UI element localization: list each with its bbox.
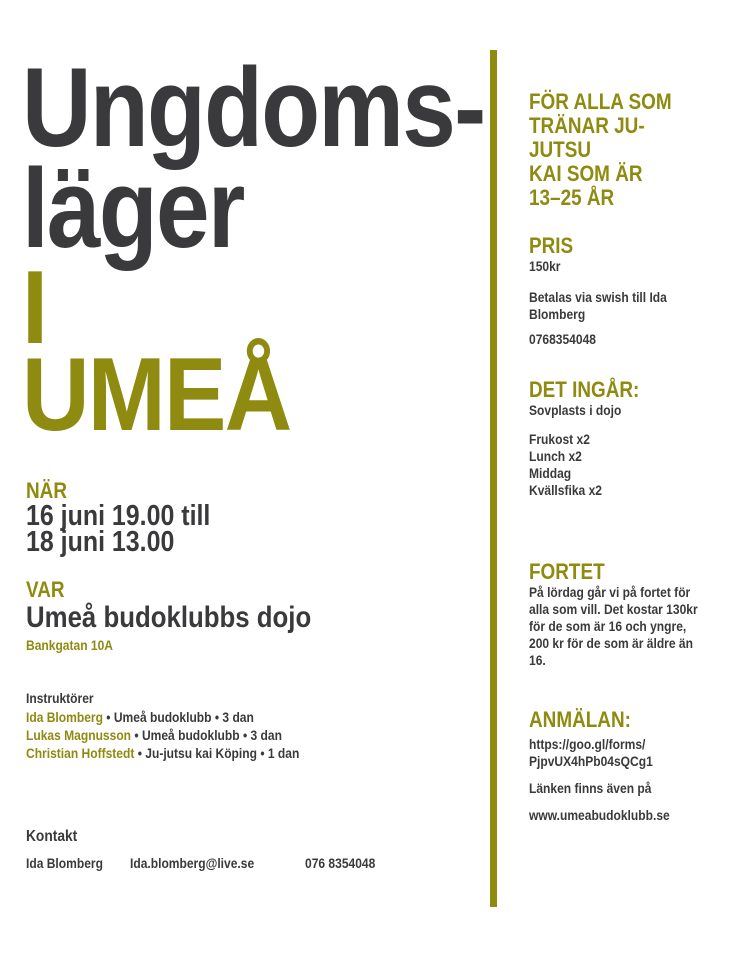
price-block [529, 234, 705, 348]
audience-line-2: TRÄNAR JU-JUTSU [529, 113, 645, 162]
signup-url-line-1[interactable]: https://goo.gl/forms/ [529, 736, 646, 752]
divider-bar [490, 50, 497, 907]
audience-block [529, 90, 705, 210]
fort-line: På lördag går vi på fortet för [529, 584, 691, 600]
where-place: Umeå budoklubbs dojo [26, 601, 312, 634]
instructor-name: Ida Blomberg [26, 709, 103, 725]
contact-email: Ida.blomberg@live.se [130, 855, 255, 871]
instructor-row [26, 709, 254, 726]
title-line-3: I [22, 250, 47, 366]
where-address: Bankgatan 10A [26, 637, 113, 653]
fort-line: 200 kr för de som är äldre än [529, 635, 693, 651]
audience-line-1: FÖR ALLA SOM [529, 89, 672, 114]
instructor-details: • Umeå budoklubb • 3 dan [131, 727, 282, 743]
signup-url-line-2[interactable]: PjpvUX4hPb04sQCg1 [529, 753, 653, 769]
fort-heading: FORTET [529, 559, 605, 584]
title-line-2: läger [22, 146, 244, 271]
instructor-row [26, 727, 282, 744]
when-label: NÄR [26, 478, 67, 503]
audience-line-4: 13–25 ÅR [529, 185, 615, 210]
included-meal: Kvällsfika x2 [529, 482, 602, 498]
instructor-details: • Umeå budoklubb • 3 dan [102, 709, 254, 725]
signup-site-link[interactable]: www.umeabudoklubb.se [529, 807, 670, 823]
contact-heading: Kontakt [26, 828, 78, 845]
instructor-row [26, 745, 299, 762]
instructor-details: • Ju-jutsu kai Köping • 1 dan [134, 745, 300, 761]
title-line-1: Ungdoms- [22, 45, 485, 170]
when-line-2: 18 juni 13.00 [26, 526, 175, 558]
when-line-1: 16 juni 19.00 till [26, 500, 211, 532]
included-sleeping: Sovplasts i dojo [529, 402, 622, 418]
price-payment-line-2: Blomberg [529, 306, 586, 322]
fort-line: för de som är 16 och yngre, [529, 618, 687, 634]
instructor-name: Lukas Magnusson [26, 727, 132, 743]
price-amount: 150kr [529, 258, 561, 274]
price-phone: 0768354048 [529, 331, 596, 347]
where-label: VAR [26, 577, 65, 602]
included-heading: DET INGÅR: [529, 377, 640, 402]
included-block [529, 378, 705, 499]
included-meal: Frukost x2 [529, 431, 590, 447]
price-heading: PRIS [529, 233, 574, 258]
instructor-name: Christian Hoffstedt [26, 745, 135, 761]
contact-phone: 076 8354048 [305, 855, 376, 871]
included-meal: Lunch x2 [529, 448, 582, 464]
instructors-heading: Instruktörer [26, 690, 94, 706]
fort-block [529, 560, 705, 669]
fort-line: 16. [529, 652, 546, 668]
fort-line: alla som vill. Det kostar 130kr [529, 601, 698, 617]
signup-block [529, 708, 705, 824]
signup-note: Länken finns även på [529, 780, 652, 796]
audience-line-3: KAI SOM ÄR [529, 161, 643, 186]
contact-name: Ida Blomberg [26, 855, 103, 871]
signup-heading: ANMÄLAN: [529, 707, 631, 732]
title-line-4: UMEÅ [22, 337, 291, 453]
included-meal: Middag [529, 465, 572, 481]
price-payment-line-1: Betalas via swish till Ida [529, 289, 667, 305]
